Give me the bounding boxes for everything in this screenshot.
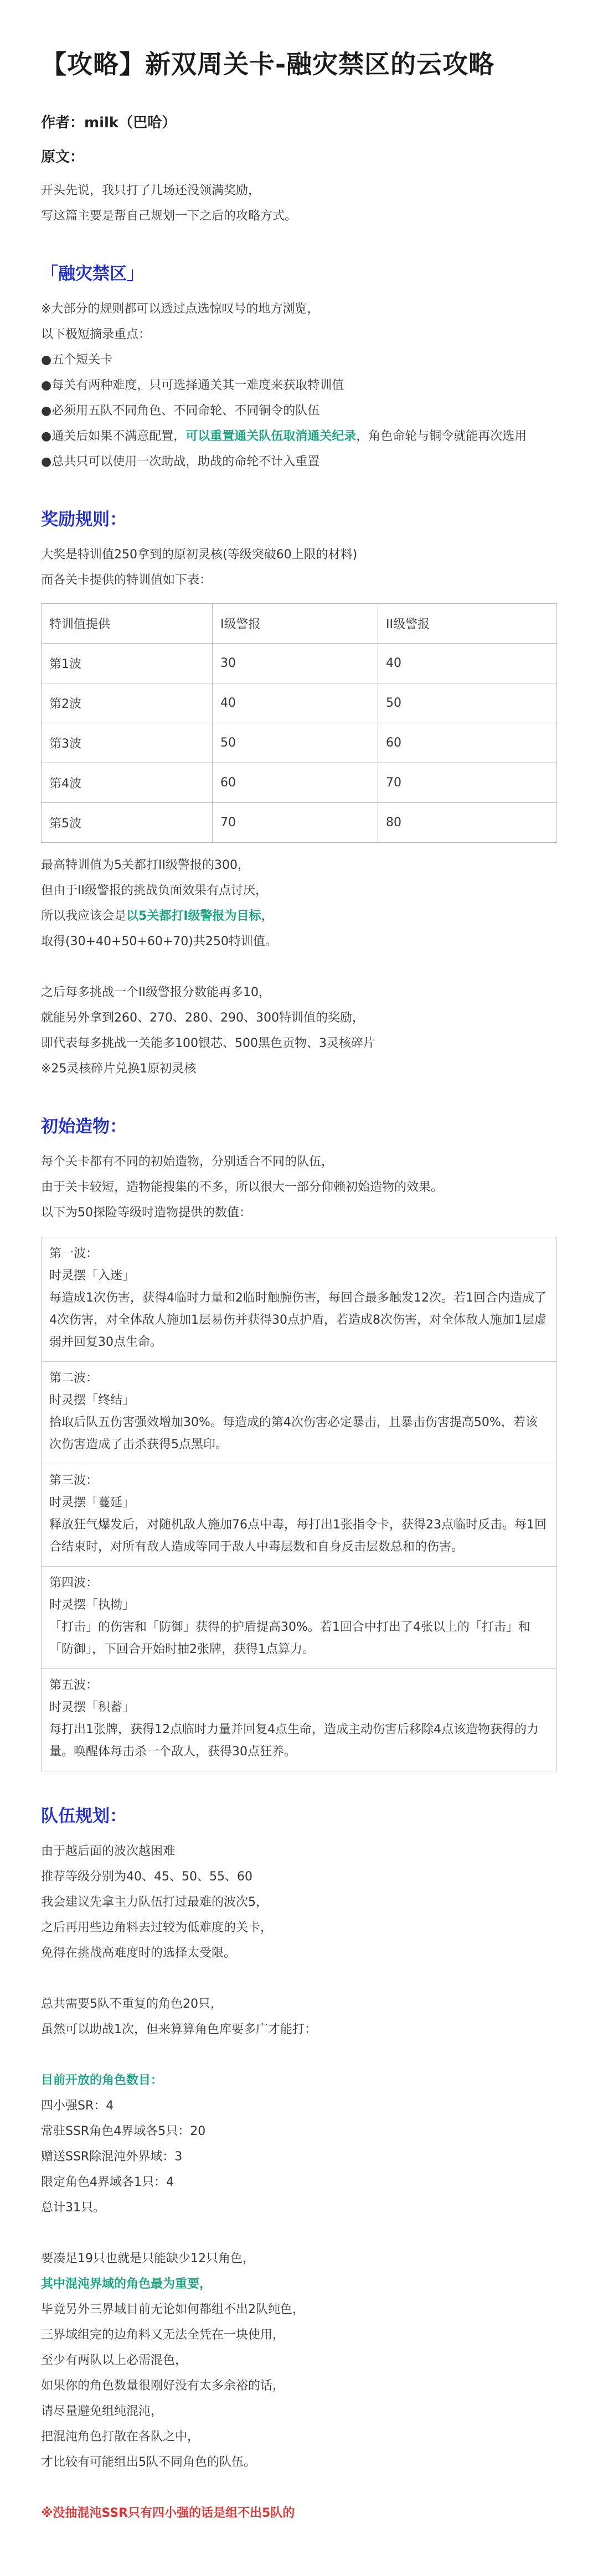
table-header-cell: 特训值提供 xyxy=(42,604,213,644)
relic-desc: 每造成1次伤害，获得4临时力量和2临时触腕伤害，每回合最多触发12次。若1回合内造成了4次伤害，对全体敌人施加1层易伤并获得30点护盾，若造成8次伤害，对全体敌人施加1层虚弱并回复30点生命。 xyxy=(49,1291,547,1349)
table-row xyxy=(42,683,557,723)
wave-label: 第四波： xyxy=(49,1576,99,1590)
relic-name: 时灵摆「执拗」 xyxy=(49,1598,135,1612)
reward-line: 取得(30+40+50+60+70)共250特训值。 xyxy=(41,935,277,948)
table-cell: 40 xyxy=(378,644,557,683)
team-line: 我会建议先拿主力队伍打过最难的波次5， xyxy=(41,1895,268,1909)
reward-line: 但由于II级警报的挑战负面效果有点讨厌， xyxy=(41,884,267,898)
table-row xyxy=(42,763,557,803)
count-line: 赠送SSR除混沌外界域：3 xyxy=(41,2150,183,2164)
highlight-text: 可以重置通关队伍取消通关纪录 xyxy=(185,429,357,443)
page-title: 【攻略】新双周关卡-融灾禁区的云攻略 xyxy=(41,49,495,79)
relic-desc: 拾取后队五伤害强效增加30%。每造成的第4次伤害必定暴击，且暴击伤害提高50%，若该次伤害造成了击杀获得5点黑印。 xyxy=(49,1416,538,1452)
reward-target-line: 所以我应该会是以5关都打I级警报为目标， xyxy=(41,909,274,923)
table-cell: 70 xyxy=(213,803,378,843)
count-line: 总计31只。 xyxy=(41,2201,105,2215)
section-heading-relic: 初始造物： xyxy=(41,1117,127,1137)
count-line: 常驻SSR角色4界域各5只：20 xyxy=(41,2124,206,2138)
reward-line: 即代表每多挑战一关能多100银芯、500黑色贡物、3灵核碎片 xyxy=(41,1036,375,1050)
section-heading-zone: 「融灾禁区」 xyxy=(41,264,144,284)
relic-line: 由于关卡较短，造物能搜集的不多，所以很大一部分仰赖初始造物的效果。 xyxy=(41,1180,444,1194)
reward-line: ※25灵核碎片兑换1原初灵核 xyxy=(41,1062,197,1076)
table-cell: 60 xyxy=(378,723,557,763)
team-line: 由于越后面的波次越困难 xyxy=(41,1844,176,1858)
table-cell: 30 xyxy=(213,644,378,683)
table-cell: 70 xyxy=(378,763,557,803)
table-cell: 50 xyxy=(213,723,378,763)
team-line: 至少有两队以上必需混色， xyxy=(41,2354,188,2367)
team-line: 毕竟另外三界域目前无论如何都组不出2队纯色， xyxy=(41,2303,305,2316)
table-cell: 80 xyxy=(378,803,557,843)
highlight-text: 以5关都打I级警报为目标 xyxy=(126,909,261,923)
open-count-heading: 目前开放的角色数目： xyxy=(41,2074,163,2087)
highlight-text: 其中混沌界域的角色最为重要， xyxy=(41,2277,212,2291)
zone-line: ※大部分的规则都可以透过点选惊叹号的地方浏览， xyxy=(41,302,319,316)
team-line: 推荐等级分别为40、45、50、55、60 xyxy=(41,1870,252,1884)
wave-label: 第一波： xyxy=(49,1247,99,1261)
team-line: 请尽量避免组纯混沌， xyxy=(41,2404,163,2418)
relic-name: 时灵摆「积蓄」 xyxy=(49,1701,135,1714)
relic-wave-section xyxy=(42,1237,556,1362)
author-line: 作者：milk（巴哈） xyxy=(41,115,177,131)
table-row xyxy=(42,644,557,683)
wave-label: 第二波： xyxy=(49,1371,99,1385)
relic-name: 时灵摆「入迷」 xyxy=(49,1269,135,1283)
original-label: 原文： xyxy=(41,149,85,165)
team-line: 之后再用些边角料去过较为低难度的关卡， xyxy=(41,1921,273,1935)
table-header-row xyxy=(42,604,557,644)
team-line: 要凑足19只也就是只能缺少12只角色， xyxy=(41,2252,255,2266)
table-row xyxy=(42,803,557,843)
section-heading-reward: 奖励规则： xyxy=(41,510,127,530)
count-line: 限定角色4界域各1只：4 xyxy=(41,2175,174,2189)
wave-label: 第三波： xyxy=(49,1474,99,1487)
relic-name: 时灵摆「终结」 xyxy=(49,1393,135,1407)
reward-line: 就能另外拿到260、270、280、290、300特训值的奖励， xyxy=(41,1011,364,1025)
relic-line: 每个关卡都有不同的初始造物，分别适合不同的队伍， xyxy=(41,1155,334,1169)
table-header-cell: I级警报 xyxy=(213,604,378,644)
reward-table xyxy=(41,603,557,843)
relic-desc: 释放狂气爆发后，对随机敌人施加76点中毒，每打出1张指令卡，获得23点临时反击。每1回合结束时，对所有敌人造成等同于敌人中毒层数和自身反击层数总和的伤害。 xyxy=(49,1518,547,1554)
relic-wave-section xyxy=(42,1362,556,1464)
zone-line: ●必须用五队不同角色、不同命轮、不同铜令的队伍 xyxy=(41,404,320,418)
reward-line: 之后每多挑战一个II级警报分数能再多10， xyxy=(41,986,271,999)
team-line: 总共需要5队不重复的角色20只， xyxy=(41,1997,223,2011)
relic-wave-section xyxy=(42,1464,556,1567)
team-line: 把混沌角色打散在各队之中， xyxy=(41,2430,200,2444)
zone-line-reset: ●通关后如果不满意配置，可以重置通关队伍取消通关纪录，角色命轮与铜令就能再次选用 xyxy=(41,429,527,443)
table-row xyxy=(42,723,557,763)
intro-line: 开头先说，我只打了几场还没领满奖励， xyxy=(41,184,261,198)
table-header-cell: II级警报 xyxy=(378,604,557,644)
team-line: 才比较有可能组出5队不同角色的队伍。 xyxy=(41,2455,256,2469)
table-cell: 第4波 xyxy=(42,763,213,803)
relic-wave-section xyxy=(42,1669,556,1771)
table-cell: 第1波 xyxy=(42,644,213,683)
warning-text: ※没抽混沌SSR只有四小强的话是组不出5队的 xyxy=(41,2506,295,2520)
zone-line: ●总共只可以使用一次助战，助战的命轮不计入重置 xyxy=(41,455,320,469)
relic-desc: 「打击」的伤害和「防御」获得的护盾提高30%。若1回合中打出了4张以上的「打击」和「防御」，下回合开始时抽2张牌，获得1点算力。 xyxy=(49,1620,530,1656)
team-line: 虽然可以助战1次，但来算算角色库要多广才能打： xyxy=(41,2023,317,2036)
zone-line: ●五个短关卡 xyxy=(41,353,113,367)
table-cell: 第5波 xyxy=(42,803,213,843)
relic-line: 以下为50探险等级时造物提供的数值： xyxy=(41,1206,251,1220)
reward-line: 大奖是特训值250拿到的原初灵核(等级突破60上限的材料) xyxy=(41,548,358,562)
reward-line: 最高特训值为5关都打II级警报的300， xyxy=(41,858,250,872)
relic-wave-section xyxy=(42,1567,556,1669)
table-cell: 第2波 xyxy=(42,683,213,723)
relic-box xyxy=(41,1237,557,1771)
zone-line: ●每关有两种难度，只可选择通关其一难度来获取特训值 xyxy=(41,379,344,392)
intro-line: 写这篇主要是帮自己规划一下之后的攻略方式。 xyxy=(41,209,297,223)
team-line: 三界域组完的边角料又无法全凭在一块使用， xyxy=(41,2328,285,2342)
reward-line: 而各关卡提供的特训值如下表： xyxy=(41,573,212,587)
relic-name: 时灵摆「蔓延」 xyxy=(49,1496,135,1510)
table-cell: 40 xyxy=(213,683,378,723)
count-line: 四小强SR：4 xyxy=(41,2099,114,2113)
table-cell: 50 xyxy=(378,683,557,723)
relic-desc: 每打出1张牌，获得12点临时力量并回复4点生命，造成主动伤害后移除4点该造物获得的力量。唤醒体每击杀一个敌人，获得30点狂养。 xyxy=(49,1723,539,1759)
zone-line: 以下极短摘录重点： xyxy=(41,328,151,341)
table-cell: 第3波 xyxy=(42,723,213,763)
team-line: 如果你的角色数量很刚好没有太多余裕的话， xyxy=(41,2379,285,2393)
wave-label: 第五波： xyxy=(49,1678,99,1692)
table-cell: 60 xyxy=(213,763,378,803)
team-line: 免得在挑战高难度时的选择太受限。 xyxy=(41,1946,236,1960)
section-heading-team: 队伍规划： xyxy=(41,1806,127,1826)
